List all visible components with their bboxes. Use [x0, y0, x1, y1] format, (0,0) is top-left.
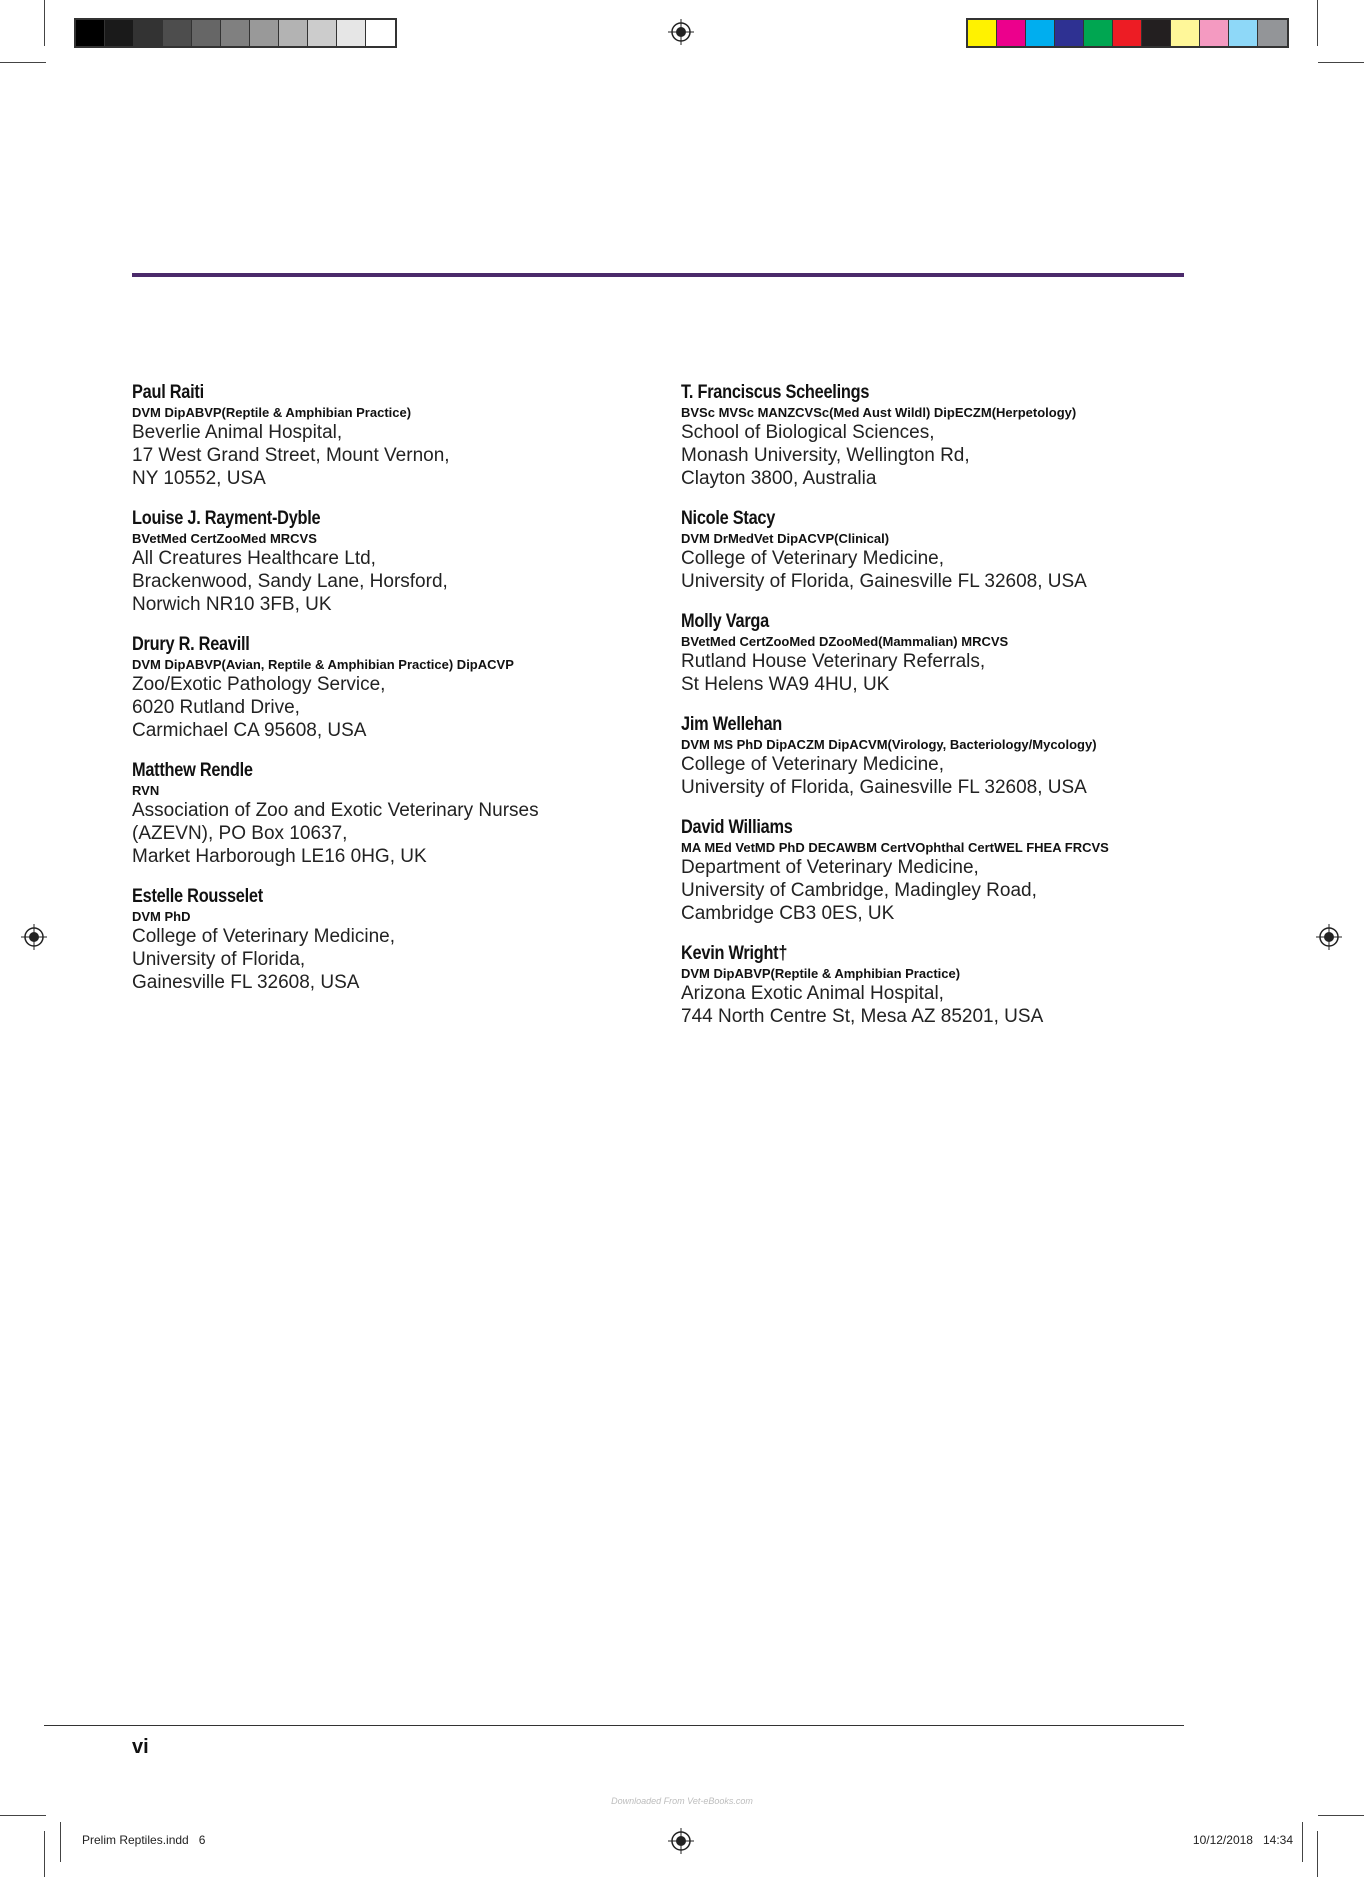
registration-mark-icon	[668, 19, 694, 45]
crop-mark	[1317, 0, 1318, 46]
grayscale-swatch	[105, 20, 134, 46]
grayscale-swatch	[250, 20, 279, 46]
crop-mark	[1317, 1831, 1318, 1877]
contributor-address-line: Zoo/Exotic Pathology Service,	[132, 674, 386, 695]
contributor-address-line: Clayton 3800, Australia	[681, 468, 877, 489]
contributor-address-line: (AZEVN), PO Box 10637,	[132, 823, 348, 844]
contributor-name: Paul Raiti	[132, 382, 204, 403]
contributor-address-line: College of Veterinary Medicine,	[681, 548, 944, 569]
color-swatch	[1258, 20, 1287, 46]
color-swatch	[1026, 20, 1055, 46]
grayscale-swatch	[221, 20, 250, 46]
contributor-address-line: Market Harborough LE16 0HG, UK	[132, 846, 427, 867]
contributor-credentials: BVetMed CertZooMed MRCVS	[132, 531, 317, 546]
contributor-credentials: RVN	[132, 783, 160, 798]
contributor-entry	[681, 714, 1201, 799]
contributor-name: Matthew Rendle	[132, 760, 253, 781]
contributor-credentials: BVSc MVSc MANZCVSc(Med Aust Wildl) DipECZM(Herpetology)	[681, 405, 1077, 420]
contributor-name: Kevin Wright†	[681, 943, 788, 964]
contributor-entry	[132, 634, 652, 742]
contributor-entry	[681, 611, 1201, 696]
contributor-address-line: Gainesville FL 32608, USA	[132, 972, 360, 993]
contributor-entry	[132, 886, 652, 994]
grayscale-swatch	[192, 20, 221, 46]
crop-mark	[1302, 1822, 1303, 1862]
contributor-address-line: School of Biological Sciences,	[681, 422, 935, 443]
crop-mark	[0, 62, 46, 63]
contributor-address-line: College of Veterinary Medicine,	[681, 754, 944, 775]
contributor-credentials: BVetMed CertZooMed DZooMed(Mammalian) MRCVS	[681, 634, 1009, 649]
slug-timestamp: 10/12/2018 14:34	[1192, 1833, 1293, 1847]
contributor-address-line: University of Cambridge, Madingley Road,	[681, 880, 1037, 901]
contributor-name: Jim Wellehan	[681, 714, 783, 735]
color-swatch	[968, 20, 997, 46]
contributor-credentials: DVM DipABVP(Reptile & Amphibian Practice)	[681, 966, 961, 981]
contributor-credentials: DVM DipABVP(Avian, Reptile & Amphibian Practice) DipACVP	[132, 657, 514, 672]
contributor-address-line: 17 West Grand Street, Mount Vernon,	[132, 445, 450, 466]
contributor-name: David Williams	[681, 817, 793, 838]
contributor-credentials: DVM DrMedVet DipACVP(Clinical)	[681, 531, 890, 546]
contributor-address-line: Beverlie Animal Hospital,	[132, 422, 343, 443]
contributor-name: T. Franciscus Scheelings	[681, 382, 870, 403]
grayscale-swatch	[134, 20, 163, 46]
contributor-address-line: NY 10552, USA	[132, 468, 266, 489]
grayscale-swatch	[279, 20, 308, 46]
footer-rule	[44, 1725, 1184, 1726]
contributor-entry	[681, 382, 1201, 490]
color-swatch	[1171, 20, 1200, 46]
crop-mark	[1318, 1815, 1364, 1816]
contributor-address-line: University of Florida, Gainesville FL 32608, USA	[681, 571, 1087, 592]
contributor-name: Molly Varga	[681, 611, 769, 632]
contributor-address-line: Brackenwood, Sandy Lane, Horsford,	[132, 571, 448, 592]
contributor-credentials: DVM PhD	[132, 909, 191, 924]
contributor-name: Louise J. Rayment-Dyble	[132, 508, 321, 529]
contributor-name: Nicole Stacy	[681, 508, 776, 529]
contributors-right-column	[681, 382, 1201, 1046]
contributor-address-line: Norwich NR10 3FB, UK	[132, 594, 332, 615]
contributor-address-line: Cambridge CB3 0ES, UK	[681, 903, 895, 924]
color-bar	[966, 18, 1289, 48]
contributor-address-line: Arizona Exotic Animal Hospital,	[681, 983, 944, 1004]
crop-mark	[44, 1831, 45, 1877]
color-swatch	[1200, 20, 1229, 46]
contributor-address-line: College of Veterinary Medicine,	[132, 926, 395, 947]
contributor-entry	[132, 508, 652, 616]
crop-mark	[0, 1815, 46, 1816]
download-watermark: Downloaded From Vet-eBooks.com	[611, 1796, 753, 1806]
contributor-address-line: Carmichael CA 95608, USA	[132, 720, 367, 741]
page-number: vi	[132, 1736, 149, 1758]
contributor-entry	[132, 382, 652, 490]
contributor-address-line: 744 North Centre St, Mesa AZ 85201, USA	[681, 1006, 1044, 1027]
contributor-credentials: DVM MS PhD DipACZM DipACVM(Virology, Bacteriology/Mycology)	[681, 737, 1097, 752]
grayscale-bar	[74, 18, 397, 48]
contributor-address-line: Association of Zoo and Exotic Veterinary Nurses	[132, 800, 539, 821]
contributor-entry	[681, 508, 1201, 593]
grayscale-swatch	[308, 20, 337, 46]
grayscale-swatch	[163, 20, 192, 46]
slug-filename: Prelim Reptiles.indd 6	[82, 1833, 206, 1847]
contributor-credentials: MA MEd VetMD PhD DECAWBM CertVOphthal CertWEL FHEA FRCVS	[681, 840, 1109, 855]
contributor-address-line: 6020 Rutland Drive,	[132, 697, 300, 718]
color-swatch	[1229, 20, 1258, 46]
color-swatch	[1113, 20, 1142, 46]
crop-mark	[1318, 62, 1364, 63]
grayscale-swatch	[76, 20, 105, 46]
color-swatch	[1142, 20, 1171, 46]
contributor-name: Estelle Rousselet	[132, 886, 263, 907]
contributor-entry	[681, 817, 1201, 925]
color-swatch	[997, 20, 1026, 46]
grayscale-swatch	[337, 20, 366, 46]
contributor-address-line: St Helens WA9 4HU, UK	[681, 674, 890, 695]
registration-mark-icon	[21, 924, 47, 950]
contributor-name: Drury R. Reavill	[132, 634, 250, 655]
header-rule	[132, 273, 1184, 277]
contributor-address-line: Department of Veterinary Medicine,	[681, 857, 979, 878]
registration-mark-icon	[668, 1828, 694, 1854]
contributor-address-line: All Creatures Healthcare Ltd,	[132, 548, 376, 569]
contributor-address-line: University of Florida,	[132, 949, 306, 970]
crop-mark	[44, 0, 45, 46]
grayscale-swatch	[366, 20, 395, 46]
registration-mark-icon	[1316, 924, 1342, 950]
color-swatch	[1084, 20, 1113, 46]
contributor-entry	[681, 943, 1201, 1028]
crop-mark	[60, 1822, 61, 1862]
color-swatch	[1055, 20, 1084, 46]
contributor-address-line: Rutland House Veterinary Referrals,	[681, 651, 986, 672]
contributor-address-line: University of Florida, Gainesville FL 32608, USA	[681, 777, 1087, 798]
contributor-credentials: DVM DipABVP(Reptile & Amphibian Practice)	[132, 405, 412, 420]
contributors-left-column	[132, 382, 652, 1012]
contributor-entry	[132, 760, 652, 868]
contributor-address-line: Monash University, Wellington Rd,	[681, 445, 970, 466]
